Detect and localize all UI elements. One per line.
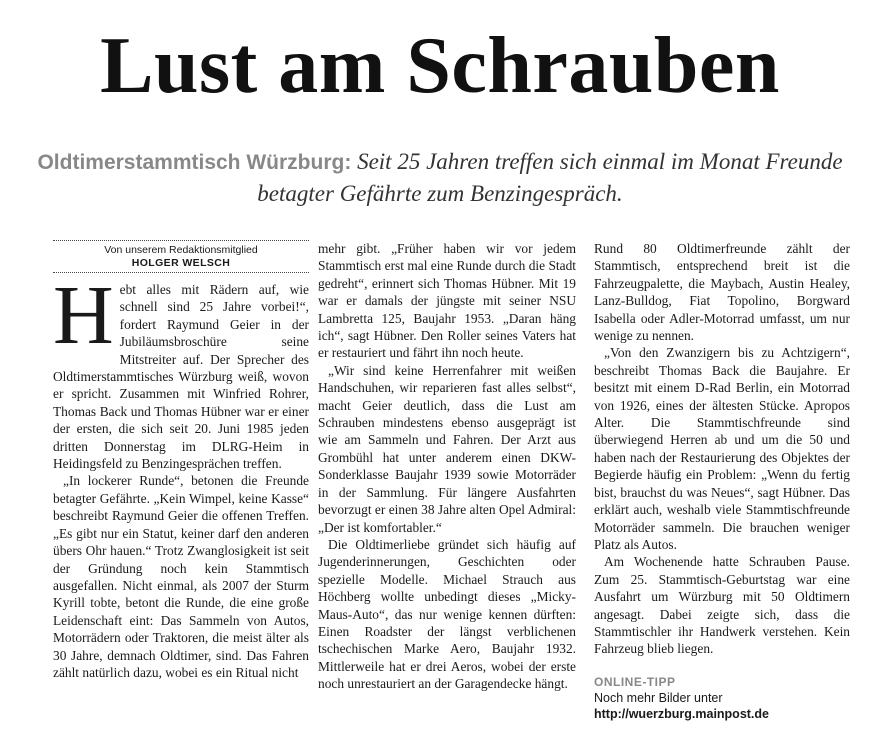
article-column-3 (594, 240, 850, 722)
subline (0, 146, 880, 209)
article-column-1 (53, 240, 309, 681)
dropcap-letter: H (53, 269, 114, 362)
article-paragraph: Rund 80 Oldtimerfreunde zählt der Stammtisch, entsprechend breit ist die Fahrzeugpalette, die Maybach, Austin Healey, Lanz-Bulldog, Fiat Topolino, Borgward Isabella oder Adler-Motorrad umfasst, um nur wenige zu nennen. (594, 241, 850, 344)
article-column-2 (318, 240, 576, 693)
byline-label: Von unserem Redaktionsmitglied (104, 244, 258, 256)
article-paragraph: „Von den Zwanzigern bis zu Achtzigern“, beschreibt Thomas Back die Baujahre. Er besitzt mit einem D-Rad Berlin, ein Motorrad von 1926, eines der ältesten Stücke. Apropos Alter. Die Stammtischfreunde sind überwiegend Herren ab und um die 50 und haben nach der Restaurierung des Objektes der Begierde häufig ein Problem: „Wenn du fertig bist, brauchst du was Neues“, sagt Hübner. Das erklärt auch, weshalb viele Stammtischfreunde Motorräder sammeln. Die brauchen weniger Platz als Autos. (594, 345, 850, 552)
headline: Lust am Schrauben (100, 22, 780, 110)
paragraph-text: ebt alles mit Rädern auf, wie schnell sind 25 Jahre vorbei!“, fordert Raymund Geier in der Jubiläumsbroschüre seine Mitstreiter auf. Der Sprecher des Oldtimerstammtisches Würzburg weiß, wovon er spricht. Zusammen mit Winfried Rohrer, Thomas Back und Thomas Hübner war er einer der ersten, die sich seit 20. Juni 1985 jeden dritten Donnerstag im DLRG-Heim in Heidingsfeld zu Benzingesprächen treffen. (53, 282, 309, 472)
article-paragraph: Am Wochenende hatte Schrauben Pause. Zum 25. Stammtisch-Geburtstag war eine Ausfahrt um Würzburg mit 50 Oldtimern angesagt. Dabei zeigte sich, dass die Stammtischler ihr Handwerk verstehen. Kein Fahrzeug blieb liegen. (594, 554, 850, 657)
online-tip-text: Noch mehr Bilder unter (594, 690, 723, 705)
online-tip-label: ONLINE-TIPP (594, 674, 676, 689)
subline-kicker: Oldtimerstammtisch Würzburg: (37, 151, 352, 174)
article-paragraph: mehr gibt. „Früher haben wir vor jedem Stammtisch erst mal eine Runde durch die Stadt gedreht“, erinnert sich Thomas Hübner. Mit 19 war er damals der jüngste mit seiner NSU Lambretta 125, Baujahr 1953. „Daran häng ich“, sagt Hübner. Den Roller seines Vaters hat er restauriert und fährt ihn noch heute. (318, 241, 576, 361)
byline-author: HOLGER WELSCH (131, 257, 231, 269)
article-paragraph (53, 269, 309, 472)
online-tip-link[interactable]: http://wuerzburg.mainpost.de (594, 706, 769, 721)
online-tip-box (594, 674, 850, 722)
article-paragraph: „Wir sind keine Herrenfahrer mit weißen Handschuhen, wir reparieren fast alles selbst“, macht Geier deutlich, dass die Lust am Schrauben mindestens ebenso ausgeprägt ist wie am Sammeln und Fahren. Der Arzt aus Grombühl hat unter anderem einen DKW-Sonderklasse Baujahr 1939 sowie Motorräder in der Sammlung. Für längere Ausfahrten bevorzugt er einen 38 Jahre alten Opel Admiral: „Der ist komfortabler.“ (318, 362, 576, 535)
subline-teaser: Seit 25 Jahren treffen sich einmal im Monat Freunde betagter Gefährte zum Benzingespräch. (257, 149, 843, 206)
article-paragraph: Die Oldtimerliebe gründet sich häufig auf Jugenderinnerungen, Geschichten oder spezielle Modelle. Michael Strauch aus Höchberg wollte unbedingt dieses „Micky-Maus-Auto“, das nur wenige kennen dürften: Einen Roadster der längst verblichenen tschechischen Marke Aero, Baujahr 1932. Mittlerweile hat er drei Aeros, wobei der erste noch unrestauriert an der Garagendecke hängt. (318, 536, 576, 692)
article-paragraph: „In lockerer Runde“, betonen die Freunde betagter Gefährte. „Kein Wimpel, keine Kasse“ beschreibt Raymund Geier die offenen Treffen. „Es gibt nur ein Statut, keiner darf den anderen übers Ohr hauen.“ Trotz Zwanglosigkeit ist seit der Gründung noch kein Stammtisch ausgefallen. Nicht einmal, als 2007 der Sturm Kyrill tobte, betont die Runde, die eine große Leidenschaft eint: Das Sammeln von Autos, Motorrädern oder Traktoren, die meist älter als 30 Jahre, demnach Oldtimer, sind. Das Fahren zählt natürlich dazu, wobei es ein Ritual nicht (53, 473, 309, 680)
